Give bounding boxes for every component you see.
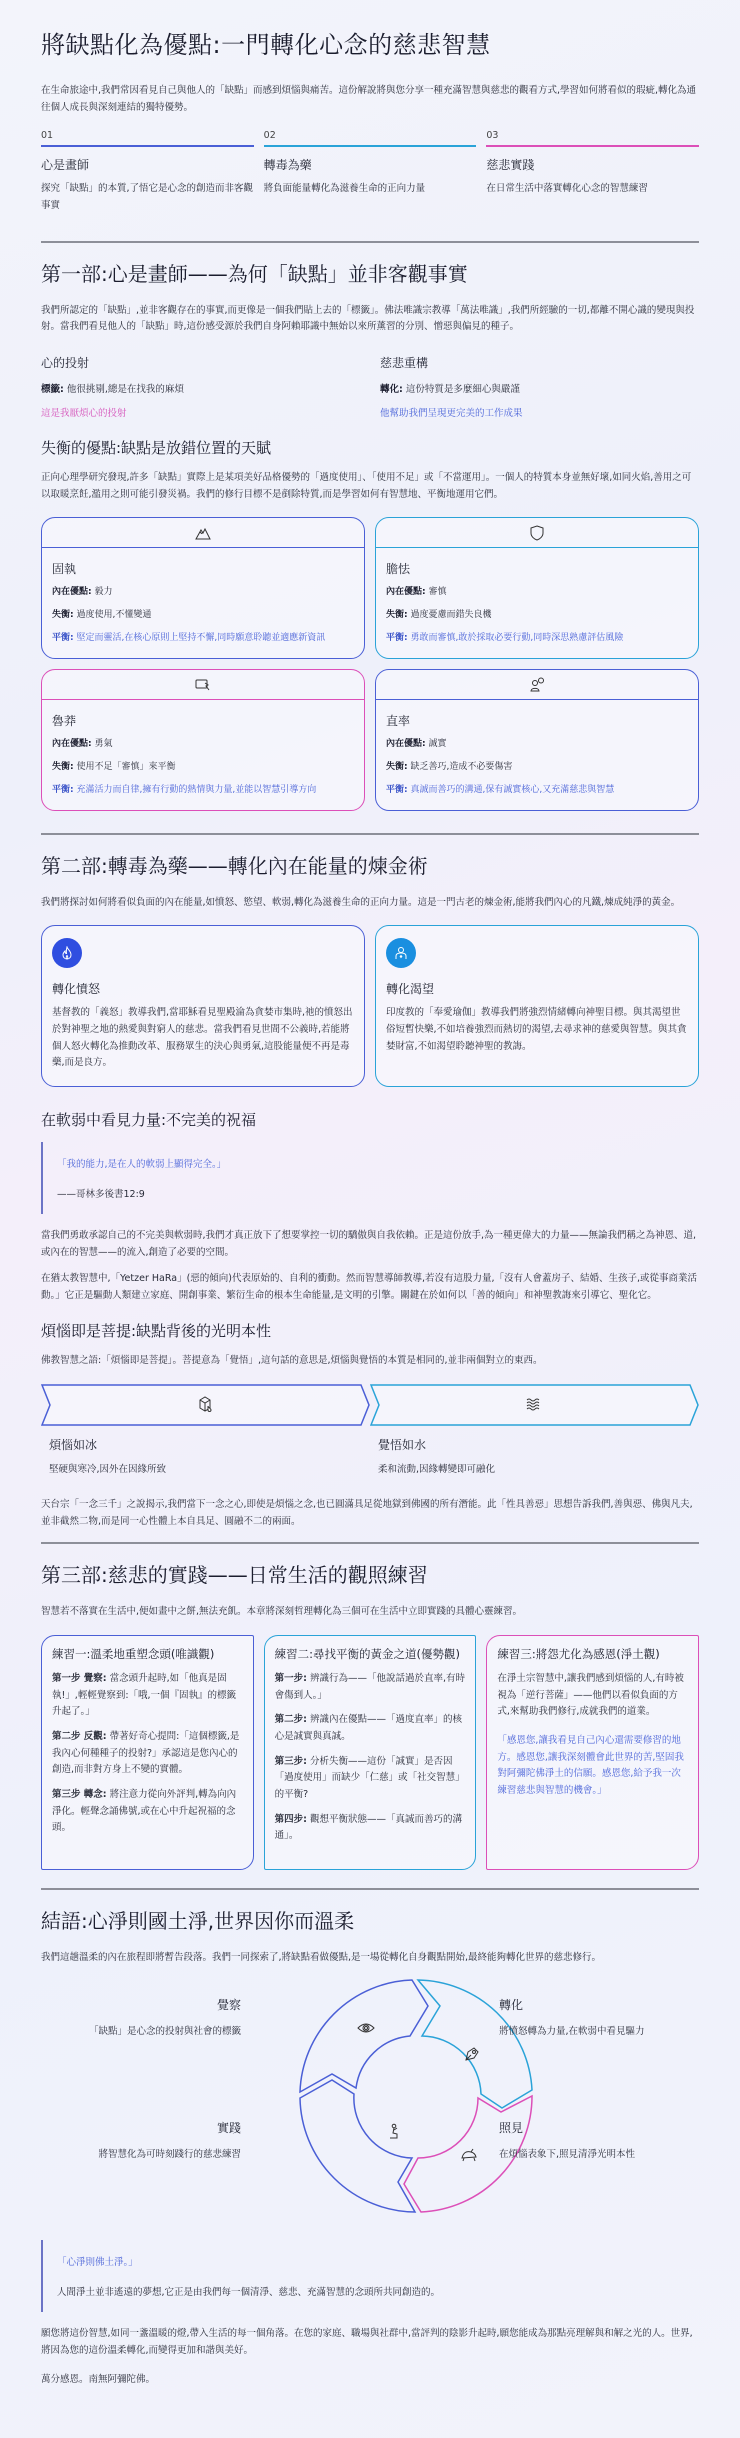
chevron-stage <box>370 1384 699 1475</box>
trait-balance <box>52 632 354 646</box>
chevron-shape <box>370 1384 699 1426</box>
reframe-note: 他幫助我們呈現更完美的工作成果 <box>380 407 523 419</box>
trait-card <box>375 517 699 659</box>
practice-title: 練習一:溫柔地重塑念頭(唯識觀) <box>52 1646 215 1661</box>
weakness-subtitle: 在軟弱中看見力量:不完美的祝福 <box>41 1110 257 1129</box>
part3-intro: 智慧若不落實在生活中,便如畫中之餅,無法充飢。本章將深刻哲理轉化為三個可在生活中立即實踐的具體心靈練習。 <box>41 1606 523 1618</box>
ice-water-flow <box>41 1384 699 1475</box>
bodhi-subtitle: 煩惱即是菩提:缺點背後的光明本性 <box>41 1322 272 1341</box>
eye-icon <box>358 2024 374 2032</box>
label-key: 轉化: <box>380 383 403 395</box>
imbalance-value: 過度使用,不懂變通 <box>73 610 152 621</box>
trait-title: 固執 <box>52 562 77 577</box>
step-number: 02 <box>263 130 276 142</box>
imbalance-value: 缺乏善巧,造成不必要傷害 <box>407 761 513 772</box>
label-key: 標籤: <box>41 383 64 395</box>
trait-imbalance <box>386 609 688 623</box>
strength-value: 審慎 <box>425 587 447 598</box>
step-desc: 探究「缺點」的本質,了悟它是心念的創造而非客觀事實 <box>41 183 254 212</box>
transform-title: 轉化渴望 <box>386 982 435 997</box>
cycle-step-title: 轉化 <box>499 1998 524 2013</box>
balance-label: 平衡: <box>52 784 74 795</box>
step-title: 轉毒為藥 <box>263 158 312 173</box>
practice-step <box>52 1671 243 1721</box>
section-divider <box>41 241 699 243</box>
step-text: 帶著好奇心提問:「這個標籤,是我內心何種種子的投射?」承認這是您內心的創造,而非對方身上不變的實體。 <box>52 1731 240 1776</box>
step-key: 第一步: <box>274 1673 307 1685</box>
practice-step <box>52 1729 243 1779</box>
section-divider <box>41 1888 699 1890</box>
balance-label: 平衡: <box>52 633 74 644</box>
step-text: 分析失衡——這份「誠實」是否因「過度使用」而缺少「仁慈」或「社交智慧」的平衡? <box>274 1755 465 1800</box>
stage-desc: 柔和流動,因緣轉變即可融化 <box>378 1464 496 1476</box>
overview-step <box>264 130 477 214</box>
step-key: 第一步 覺察: <box>52 1673 107 1685</box>
stage-title: 覺悟如水 <box>378 1438 427 1453</box>
trait-strength <box>52 586 354 600</box>
pure-land-quote <box>41 2240 699 2312</box>
imbalance-label: 失衡: <box>52 761 74 772</box>
transformation-cycle <box>41 1976 699 2226</box>
trait-balance <box>386 784 688 798</box>
step-key: 第三步: <box>274 1755 307 1767</box>
balance-value: 勇敢而審慎,敢於採取必要行動,同時深思熟慮評估風險 <box>407 633 624 644</box>
trait-card <box>41 669 365 811</box>
step-bar <box>486 145 699 147</box>
step-text: 當念頭升起時,如「他真是固執!」,輕輕覺察到:「哦,一個『固執』的標籤升起了。」 <box>52 1673 237 1718</box>
stage-title: 煩惱如冰 <box>49 1438 98 1453</box>
step-title: 心是畫師 <box>41 158 90 173</box>
bodhi-intro: 佛教智慧之語:「煩惱即是菩提」。菩提意為「覺悟」,這句話的意思是,煩惱與覺悟的本質是相同的,並非兩個對立的東西。 <box>41 1355 543 1367</box>
weakness-paragraph-2: 在猶太教智慧中,「Yetzer HaRa」(惡的傾向)代表原始的、自利的衝動。然而智慧導師教導,若沒有這股力量,「沒有人會蓋房子、結婚、生孩子,或從事商業活動。」它正是驅動人類建立家庭、開創事業、繁衍生命的根本生命能量,是文明的引擎。關鍵在於如何以「善的傾向」和神聖教誨來引導它、聖化它。 <box>41 1273 698 1301</box>
trait-balance <box>386 632 688 646</box>
gratitude-quote: 「感恩您,讓我看見自己內心還需要修習的地方。感恩您,讓我深刻體會此世界的苦,堅固我對阿彌陀佛淨土的信願。感恩您,給予我一次練習慈悲與智慧的機會。」 <box>497 1735 684 1796</box>
cycle-step-title: 照見 <box>499 2121 524 2136</box>
chevron-shape <box>41 1384 370 1426</box>
conclusion-intro: 我們這趟溫柔的內在旅程即將暫告段落。我們一同探索了,將缺點看做優點,是一場從轉化自身觀點開始,最終能夠轉化世界的慈悲修行。 <box>41 1951 602 1963</box>
practice-step <box>275 1754 466 1804</box>
step-number: 03 <box>486 130 499 142</box>
step-text: 觀想平衡狀態——「真誠而善巧的溝通」。 <box>274 1813 463 1842</box>
cycle-step-title: 覺察 <box>216 1998 241 2013</box>
conclusion-title: 結語:心淨則國土淨,世界因你而溫柔 <box>41 1908 355 1933</box>
bodhi-outro: 天台宗「一念三千」之說揭示,我們當下一念之心,即使是煩惱之念,也已圓滿具足從地獄到佛國的所有潛能。此「性具善惡」思想告訴我們,善與惡、佛與凡夫,並非截然二物,而是同一心性體上本自具足、圓融不二的兩面。 <box>41 1499 693 1527</box>
overview-step <box>486 130 699 214</box>
trait-card <box>41 517 365 659</box>
practice-step <box>52 1787 243 1837</box>
strength-label: 內在優點: <box>386 739 426 749</box>
quote-source: ——哥林多後書12:9 <box>57 1188 145 1200</box>
strength-value: 誠實 <box>425 739 447 749</box>
practice-step <box>275 1812 466 1845</box>
step-title: 慈悲實踐 <box>486 158 535 173</box>
step-text: 辨識行為——「他說話過於直率,有時會傷到人。」 <box>274 1673 466 1701</box>
balance-value: 堅定而靈活,在核心原則上堅持不懈,同時願意聆聽並適應新資訊 <box>73 633 326 644</box>
stage-desc: 堅硬與寒冷,因外在因緣所致 <box>49 1464 167 1476</box>
reframe-label <box>380 381 699 395</box>
trait-strength <box>386 738 688 752</box>
trait-title: 魯莽 <box>52 714 77 728</box>
intro-paragraph: 在生命旅途中,我們常因看見自己與他人的「缺點」而感到煩惱與痛苦。這份解說將與您分享一種充滿智慧與慈悲的觀看方式,學習如何將看似的瑕疵,轉化為通往個人成長與深刻連結的獨特優勢。 <box>41 85 697 113</box>
transform-cards <box>41 925 699 1087</box>
part2-title: 第二部:轉毒為藥——轉化內在能量的煉金術 <box>41 853 428 878</box>
weakness-paragraph-1: 當我們勇敢承認自己的不完美與軟弱時,我們才真正放下了想要掌控一切的驕傲與自我依賴。正是這份放手,為一種更偉大的力量——無論我們稱之為神恩、道,或內在的智慧——的流入,創造了必要的空間。 <box>41 1229 697 1258</box>
mountain-icon <box>42 518 364 548</box>
practice-card <box>486 1635 699 1870</box>
imbalance-label: 失衡: <box>386 610 408 621</box>
imbalance-intro: 正向心理學研究發現,許多「缺點」實際上是某項美好品格優勢的「過度使用」、「使用不足」或「不當運用」。一個人的特質本身並無好壞,如同火焰,善用之可以取暖烹飪,濫用之則可能引發災禍。我們的修行目標不是剷除特質,而是學習如何有智慧地、平衡地運用它們。 <box>41 471 692 500</box>
trait-strength <box>52 738 354 752</box>
trait-imbalance <box>386 761 688 775</box>
section-divider <box>41 1542 699 1544</box>
closing-paragraph: 願您將這份智慧,如同一盞溫暖的燈,帶入生活的每一個角落。在您的家庭、職場與社群中,當評判的陰影升起時,願您能成為那點亮理解與和解之光的人。世界,將因為您的這份溫柔轉化,而變得更加和諧與美好。 <box>41 2328 693 2357</box>
trait-balance <box>52 784 354 798</box>
reframe-column <box>380 354 699 419</box>
cycle-step-illuminate <box>499 2119 699 2160</box>
closing-blessing: 萬分感恩。南無阿彌陀佛。 <box>41 2373 156 2385</box>
trait-title: 直率 <box>386 714 411 728</box>
flame-icon <box>52 938 82 968</box>
step-desc: 將負面能量轉化為滋養生命的正向力量 <box>263 183 426 195</box>
practice-card <box>41 1635 254 1870</box>
step-desc: 在日常生活中落實轉化心念的智慧練習 <box>486 183 648 195</box>
cycle-step-desc: 在煩惱表象下,照見清淨光明本性 <box>499 2149 636 2161</box>
trait-cards <box>41 517 699 811</box>
balance-label: 平衡: <box>386 784 408 795</box>
step-number: 01 <box>41 130 54 142</box>
transform-card <box>375 925 699 1087</box>
strength-label: 內在優點: <box>386 587 426 598</box>
scripture-quote <box>41 1142 699 1214</box>
practice-card <box>264 1635 477 1870</box>
people-talk-icon <box>376 670 698 700</box>
lamp-icon <box>462 2149 476 2161</box>
quote-text: 「心淨則佛土淨。」 <box>57 2257 138 2269</box>
praying-person-icon <box>390 2125 397 2139</box>
page-title: 將缺點化為優點:一門轉化心念的慈悲智慧 <box>41 31 491 59</box>
trait-title: 膽怯 <box>386 562 411 577</box>
step-bar <box>264 145 477 147</box>
practice-title: 練習三:將怨尤化為感恩(淨土觀) <box>497 1646 660 1661</box>
part2-intro: 我們將探討如何將看似負面的內在能量,如憤怒、慾望、軟弱,轉化為滋養生命的正向力量。這是一門古老的煉金術,能將我們內心的凡鐵,煉成純淨的黃金。 <box>41 896 681 908</box>
shield-icon <box>376 518 698 548</box>
projection-title: 心的投射 <box>41 355 90 370</box>
strength-value: 勇氣 <box>91 739 113 749</box>
cycle-step-awareness <box>41 1996 241 2037</box>
imbalance-value: 過度憂慮而錯失良機 <box>407 610 492 621</box>
cycle-step-desc: 「缺點」是心念的投射與社會的標籤 <box>88 2026 241 2038</box>
balance-value: 真誠而善巧的溝通,保有誠實核心,又充滿慈悲與智慧 <box>407 784 615 795</box>
practice-cards <box>41 1635 699 1870</box>
part1-intro: 我們所認定的「缺點」,並非客觀存在的事實,而更像是一個我們貼上去的「標籤」。佛法唯識宗教導「萬法唯識」,我們所經驗的一切,都離不開心識的變現與投射。當我們看見他人的「缺點」時,這份感受源於我們自身阿賴耶識中無始以來所薰習的分別、憎惡與偏見的種子。 <box>41 304 695 333</box>
reframe-title: 慈悲重構 <box>380 355 429 370</box>
projection-note: 這是我厭煩心的投射 <box>41 407 127 419</box>
transform-text: 印度教的「奉愛瑜伽」教導我們將強烈情緒轉向神聖目標。與其渴望世俗短暫快樂,不如培養強烈而熱切的渴望,去尋求神的慈愛與智慧。與其貪婪財富,不如渴望聆聽神聖的教誨。 <box>386 1007 687 1052</box>
strength-label: 內在優點: <box>52 587 92 598</box>
cycle-step-desc: 將智慧化為可時刻踐行的慈悲練習 <box>98 2149 241 2161</box>
part1-title: 第一部:心是畫師——為何「缺點」並非客觀事實 <box>41 261 468 286</box>
projection-label <box>41 381 360 395</box>
strength-label: 內在優點: <box>52 739 92 749</box>
practice-text: 在淨土宗智慧中,讓我們感到煩惱的人,有時被視為「逆行菩薩」——他們以看似負面的方式,來幫助我們修行,成就我們的道業。 <box>497 1673 684 1718</box>
overview-step <box>41 130 254 214</box>
imbalance-label: 失衡: <box>386 761 408 772</box>
projection-column <box>41 354 360 419</box>
step-key: 第四步: <box>274 1813 307 1825</box>
overview-steps <box>41 130 699 214</box>
practice-title: 練習二:尋找平衡的黃金之道(優勢觀) <box>274 1646 461 1661</box>
practice-step <box>275 1712 466 1745</box>
trait-card <box>375 669 699 811</box>
trait-strength <box>386 586 688 600</box>
pen-nib-icon <box>466 2048 478 2060</box>
cycle-step-transform <box>499 1996 699 2037</box>
imbalance-value: 使用不足「審慎」來平衡 <box>73 761 176 772</box>
trait-imbalance <box>52 761 354 775</box>
step-text: 辨識內在優點——「過度直率」的核心是誠實與真誠。 <box>274 1714 463 1743</box>
imbalance-subtitle: 失衡的優點:缺點是放錯位置的天賦 <box>41 438 272 457</box>
label-value: 他很挑剔,總是在找我的麻煩 <box>63 383 184 395</box>
step-key: 第三步 轉念: <box>52 1788 107 1800</box>
practice-step <box>275 1671 466 1704</box>
transform-text: 基督教的「義怒」教導我們,當耶穌看見聖殿淪為貪婪市集時,祂的憤怒出於對神聖之地的熱愛與對窮人的慈悲。當我們看見世間不公義時,若能將個人怒火轉化為推動改革、服務眾生的決心與勇氣,這股能量便不再是毒藥,而是良方。 <box>52 1007 353 1069</box>
cycle-step-practice <box>41 2119 241 2160</box>
part3-title: 第三部:慈悲的實踐——日常生活的觀照練習 <box>41 1563 428 1588</box>
trait-imbalance <box>52 609 354 623</box>
balance-value: 充滿活力而自律,擁有行動的熱情與力量,並能以智慧引導方向 <box>73 784 317 795</box>
step-bar <box>41 145 254 147</box>
projection-comparison <box>41 354 699 419</box>
quote-text: 「我的能力,是在人的軟弱上顯得完全。」 <box>57 1158 227 1170</box>
cycle-step-title: 實踐 <box>216 2121 241 2136</box>
step-key: 第二步 反觀: <box>52 1731 107 1743</box>
balance-label: 平衡: <box>386 633 408 644</box>
cycle-step-desc: 將憤怒轉為力量,在軟弱中看見驅力 <box>499 2026 645 2038</box>
impulse-icon <box>42 670 364 700</box>
chevron-stage <box>41 1384 370 1475</box>
transform-title: 轉化憤怒 <box>52 982 101 997</box>
label-value: 這份特質是多麼細心與嚴謹 <box>402 383 520 395</box>
step-key: 第二步: <box>274 1714 307 1726</box>
person-heart-icon <box>386 938 416 968</box>
quote-explanation: 人間淨土並非遙遠的夢想,它正是由我們每一個清淨、慈悲、充滿智慧的念頭所共同創造的。 <box>57 2287 441 2299</box>
step-text: 將注意力從向外評判,轉為向內淨化。輕聲念誦佛號,或在心中升起祝福的念頭。 <box>52 1788 237 1834</box>
imbalance-label: 失衡: <box>52 610 74 621</box>
transform-card <box>41 925 365 1087</box>
strength-value: 毅力 <box>91 587 113 598</box>
section-divider <box>41 833 699 835</box>
